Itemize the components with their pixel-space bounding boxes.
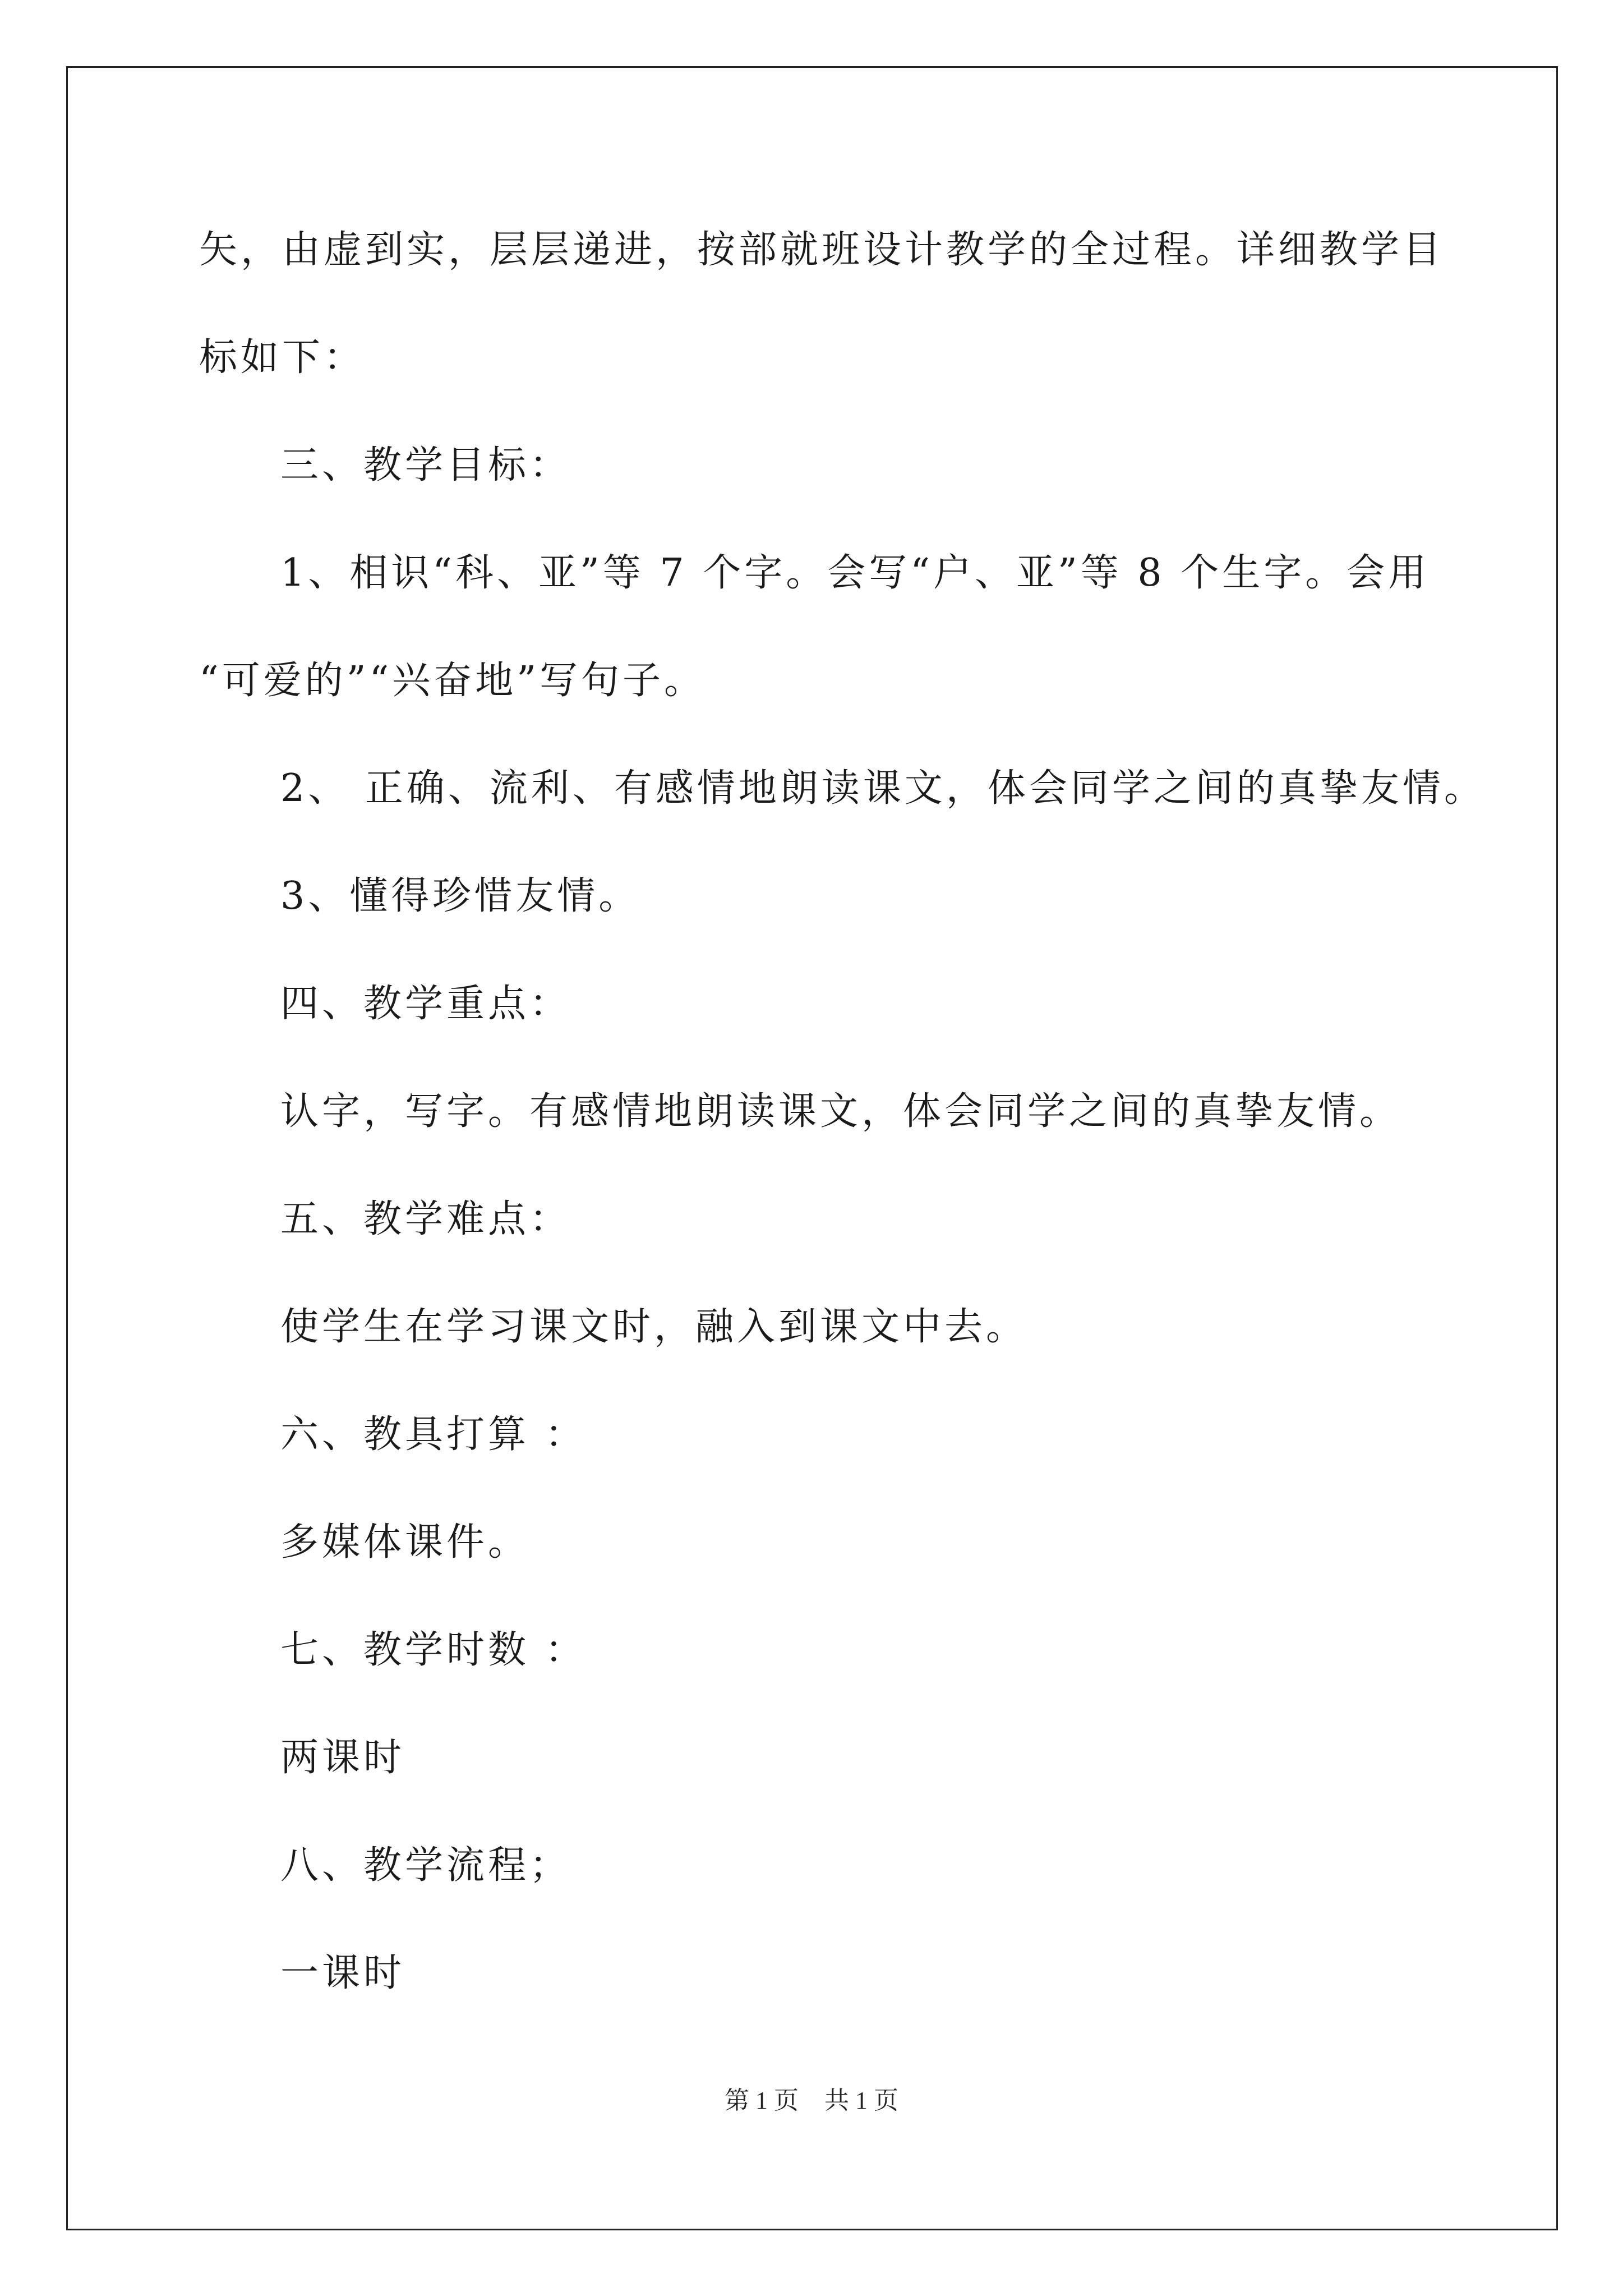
objective-2: 2、 正确、流利、有感情地朗读课文，体会同学之间的真挚友情。 (280, 766, 1486, 811)
teaching-aids-text: 多媒体课件。 (280, 1520, 530, 1565)
section-heading-class-hours: 七、教学时数 ： (280, 1628, 587, 1672)
section-heading-objectives: 三、教学目标： (280, 443, 571, 487)
objective-3: 3、懂得珍惜友情。 (280, 874, 640, 918)
section-heading-process: 八、教学流程； (280, 1843, 571, 1888)
section-heading-key-points: 四、教学重点： (280, 982, 571, 1026)
paragraph-line-1: 矢，由虚到实，层层递进，按部就班设计教学的全过程。详细教学目 (199, 228, 1445, 272)
page-total: 共 1 页 (824, 2087, 898, 2114)
difficulties-text: 使学生在学习课文时，融入到课文中去。 (280, 1305, 1028, 1349)
page-footer (0, 2084, 1623, 2118)
objective-1-line-2: “可爱的”“兴奋地”写句子。 (199, 659, 706, 703)
class-hours-text: 两课时 (280, 1736, 405, 1780)
section-heading-difficulties: 五、教学难点： (280, 1197, 571, 1241)
process-first-lesson: 一课时 (280, 1951, 405, 1995)
page-number: 第 1 页 (725, 2087, 799, 2114)
key-points-text: 认字，写字。有感情地朗读课文，体会同学之间的真挚友情。 (280, 1089, 1401, 1134)
objective-1-line-1: 1、相识“科、亚”等 7 个字。会写“户、亚”等 8 个生字。会用 (280, 551, 1430, 595)
section-heading-teaching-aids: 六、教具打算 ： (280, 1412, 587, 1457)
paragraph-line-2: 标如下： (199, 335, 366, 380)
page-border (66, 66, 1558, 2230)
